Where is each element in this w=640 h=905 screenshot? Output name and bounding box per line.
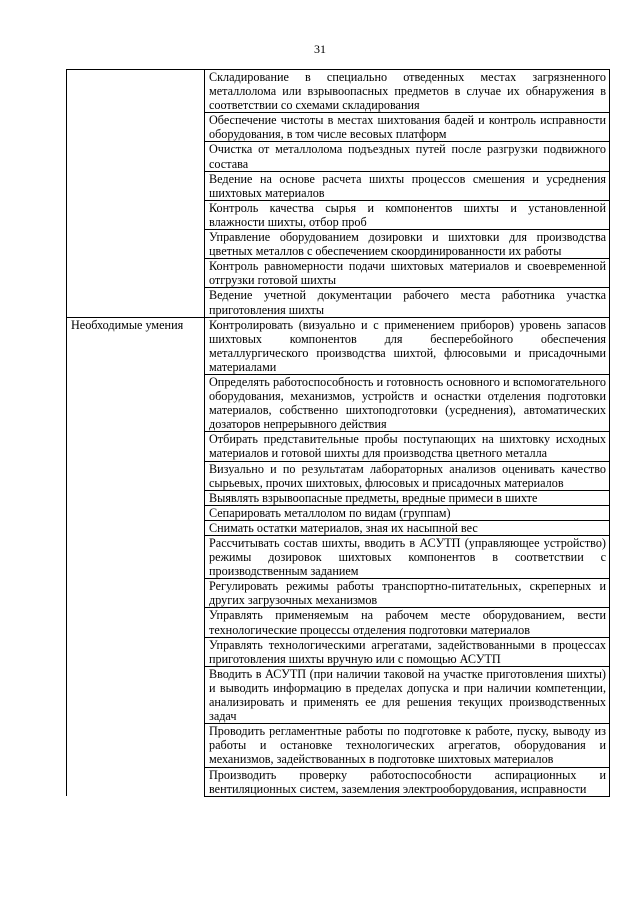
table-cell-text: Контролировать (визуально и с применением приборов) уровень запасов шихтовых компонентов для бесперебойного обеспечения металлургического производства шихтой, флюсовыми и присадочными материалами	[205, 317, 610, 374]
table-cell-blank	[67, 666, 205, 723]
table-cell-text: Управлять применяемым на рабочем месте оборудованием, вести технологические процессы отделения подготовки материалов	[205, 608, 610, 637]
table-cell-text: Контроль равномерности подачи шихтовых материалов и своевременной отгрузки готовой шихты	[205, 259, 610, 288]
table-cell-text: Контроль качества сырья и компонентов шихты и установленной влажности шихты, отбор проб	[205, 200, 610, 229]
table-row	[67, 490, 610, 505]
table-row	[67, 637, 610, 666]
table-cell-blank	[67, 608, 205, 637]
table-cell-text: Ведение на основе расчета шихты процессов смешения и усреднения шихтовых материалов	[205, 171, 610, 200]
table-row	[67, 171, 610, 200]
table-cell-blank	[67, 374, 205, 431]
section-label-skills: Необходимые умения	[67, 317, 205, 374]
table-cell-text: Регулировать режимы работы транспортно-питательных, скреперных и других загрузочных механизмов	[205, 579, 610, 608]
table-cell-blank	[67, 113, 205, 142]
table-row	[67, 374, 610, 431]
table-cell-text: Определять работоспособность и готовность основного и вспомогательного оборудования, механизмов, устройств и оснастки отделения подготовки материалов, собственно шихтоподготовки (усреднения), автоматических дозаторов непрерывного действия	[205, 374, 610, 431]
table-cell-blank	[67, 200, 205, 229]
table-row	[67, 259, 610, 288]
table-cell-text: Отбирать представительные пробы поступающих на шихтовку исходных материалов и готовой шихты для производства цветного металла	[205, 432, 610, 461]
table-cell-text: Сепарировать металлолом по видам (группам)	[205, 505, 610, 520]
table-row	[67, 432, 610, 461]
table-cell-blank	[67, 490, 205, 505]
table-cell-text: Визуально и по результатам лабораторных анализов оценивать качество сырьевых, прочих шихтовых, флюсовых и присадочных материалов	[205, 461, 610, 490]
table-row	[67, 579, 610, 608]
table-row	[67, 724, 610, 767]
table-row	[67, 200, 610, 229]
table-cell-blank	[67, 288, 205, 317]
table-cell-text: Управлять технологическими агрегатами, задействованными в процессах приготовления шихты вручную или с помощью АСУТП	[205, 637, 610, 666]
content-table	[66, 69, 610, 797]
table-row	[67, 288, 610, 317]
table-cell-text: Выявлять взрывоопасные предметы, вредные примеси в шихте	[205, 490, 610, 505]
table-cell-blank	[67, 230, 205, 259]
table-row	[67, 113, 610, 142]
table-row	[67, 142, 610, 171]
table-cell-text: Обеспечение чистоты в местах шихтования бадей и контроль исправности оборудования, в том числе весовых платформ	[205, 113, 610, 142]
table-cell-blank	[67, 432, 205, 461]
table-row	[67, 608, 610, 637]
table-row	[67, 505, 610, 520]
table-cell-blank	[67, 767, 205, 796]
table-cell-blank	[67, 461, 205, 490]
table-row	[67, 461, 610, 490]
table-cell-text: Снимать остатки материалов, зная их насыпной вес	[205, 520, 610, 535]
table-cell-text: Ведение учетной документации рабочего места работника участка приготовления шихты	[205, 288, 610, 317]
table-row	[67, 317, 610, 374]
table-row	[67, 767, 610, 796]
table-cell-blank	[67, 70, 205, 113]
table-cell-text: Проводить регламентные работы по подготовке к работе, пуску, выводу из работы и остановке технологических агрегатов, оборудования и механизмов, задействованных в подготовке шихтовых материалов	[205, 724, 610, 767]
table-cell-text: Вводить в АСУТП (при наличии таковой на участке приготовления шихты) и выводить информацию в пределах допуска и при наличии компетенции, анализировать и применять ее для решения текущих производственных задач	[205, 666, 610, 723]
table-cell-text: Складирование в специально отведенных местах загрязненного металлолома или взрывоопасных предметов в случае их обнаружения в соответствии со схемами складирования	[205, 70, 610, 113]
table-cell-blank	[67, 536, 205, 579]
table-cell-blank	[67, 505, 205, 520]
table-row	[67, 536, 610, 579]
table-cell-text: Рассчитывать состав шихты, вводить в АСУТП (управляющее устройство) режимы дозировок шихтовых компонентов в соответствии с производственным заданием	[205, 536, 610, 579]
table-cell-blank	[67, 637, 205, 666]
table-cell-blank	[67, 259, 205, 288]
table-cell-blank	[67, 142, 205, 171]
table-cell-blank	[67, 171, 205, 200]
table-row	[67, 520, 610, 535]
table-row	[67, 666, 610, 723]
table-cell-text: Управление оборудованием дозировки и шихтовки для производства цветных металлов с обеспечением скоординированности их работы	[205, 230, 610, 259]
table-cell-blank	[67, 579, 205, 608]
table-cell-blank	[67, 724, 205, 767]
table-row	[67, 230, 610, 259]
table-cell-text: Очистка от металлолома подъездных путей после разгрузки подвижного состава	[205, 142, 610, 171]
table-cell-blank	[67, 520, 205, 535]
page-number: 31	[314, 42, 326, 56]
table-row	[67, 70, 610, 113]
table-cell-text: Производить проверку работоспособности аспирационных и вентиляционных систем, заземления электрооборудования, исправности	[205, 767, 610, 796]
